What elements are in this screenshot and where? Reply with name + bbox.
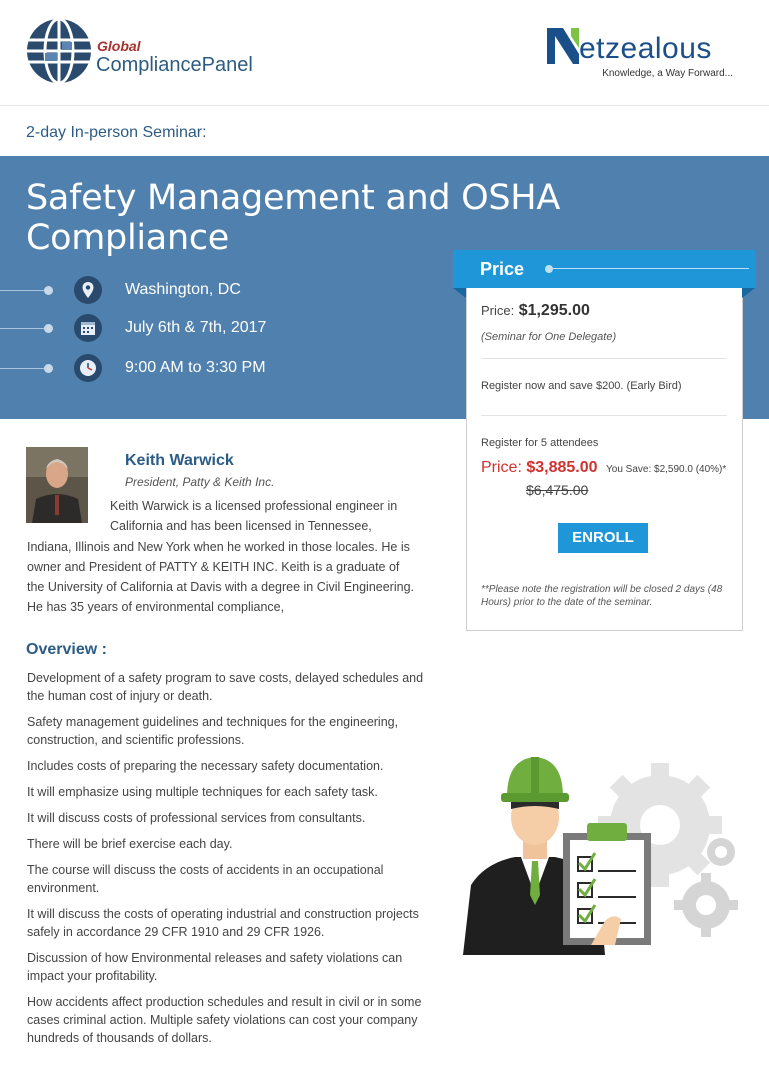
logo-global-text: Global xyxy=(97,38,141,54)
clock-icon xyxy=(74,354,102,382)
speaker-bio-line: Indiana, Illinois and New York when he worked in those locales. He is xyxy=(27,540,410,554)
original-price: $6,475.00 xyxy=(526,482,589,498)
enroll-button[interactable]: ENROLL xyxy=(558,523,648,553)
connector-line xyxy=(0,328,48,329)
gear-icon xyxy=(674,873,738,937)
speaker-photo xyxy=(26,447,88,523)
time-text: 9:00 AM to 3:30 PM xyxy=(125,359,266,376)
group-price xyxy=(481,459,598,477)
connector-line xyxy=(0,368,48,369)
location-row xyxy=(0,276,440,306)
list-item: How accidents affect production schedules and result in civil or in some cases criminal action. Multiple safety violations can cost your company hundreds of thousands of dollars. xyxy=(27,995,422,1045)
logo-compliancepanel-text: CompliancePanel xyxy=(96,54,253,76)
date-text: July 6th & 7th, 2017 xyxy=(125,319,267,336)
connector-line xyxy=(0,290,48,291)
netzealous-tagline: Knowledge, a Way Forward... xyxy=(602,68,733,79)
price-heading: Price xyxy=(480,259,525,279)
registration-footnote: **Please note the registration will be closed 2 days (48 Hours) prior to the date of the seminar. xyxy=(481,584,723,608)
price-note: (Seminar for One Delegate) xyxy=(481,331,617,343)
speaker-bio-line: California and has been licensed in Tennessee, xyxy=(110,519,372,533)
list-item: It will discuss the costs of operating industrial and construction projects safely in accordance 29 CFR 1910 and 29 CFR 1926. xyxy=(27,907,419,939)
location-text: Washington, DC xyxy=(125,281,241,298)
you-save-text: You Save: $2,590.0 (40%)* xyxy=(606,464,727,475)
price-label: Price: xyxy=(481,303,515,318)
list-item: Development of a safety program to save costs, delayed schedules and the human cost of injury or death. xyxy=(27,671,424,703)
gear-icon xyxy=(707,838,735,866)
safety-inspector-illustration xyxy=(455,745,755,955)
group-offer-label: Register for 5 attendees xyxy=(481,437,599,449)
divider xyxy=(481,415,727,416)
list-item: It will discuss costs of professional services from consultants. xyxy=(27,811,366,825)
speaker-name: Keith Warwick xyxy=(125,452,234,469)
ribbon-fold-right xyxy=(742,288,755,298)
calendar-icon xyxy=(74,314,102,342)
connector-dot xyxy=(44,324,53,333)
netzealous-wordmark: etzealous xyxy=(579,32,712,65)
connector-dot xyxy=(44,286,53,295)
single-price xyxy=(481,302,590,320)
divider xyxy=(481,358,727,359)
globe-icon xyxy=(26,18,92,84)
speaker-bio-line: Keith Warwick is a licensed professional engineer in xyxy=(110,499,398,513)
page-title: Safety Management and OSHA Compliance xyxy=(26,178,560,258)
speaker-bio-line: the University of California at Davis with a degree in Civil Engineering. xyxy=(27,580,414,594)
overview-heading: Overview : xyxy=(26,641,107,658)
seminar-type: 2-day In-person Seminar: xyxy=(26,124,207,141)
list-item: Discussion of how Environmental releases and safety violations can impact your profitability. xyxy=(27,951,403,983)
speaker-bio-line: He has 35 years of environmental compliance, xyxy=(27,600,285,614)
price-heading-ribbon xyxy=(453,250,755,288)
list-item: Includes costs of preparing the necessary safety documentation. xyxy=(27,759,384,773)
overview-list xyxy=(27,669,427,1055)
header xyxy=(0,0,769,106)
list-item: There will be brief exercise each day. xyxy=(27,837,233,851)
map-pin-icon xyxy=(74,276,102,304)
date-row xyxy=(0,314,440,344)
ribbon-line xyxy=(549,268,749,269)
ribbon-dot xyxy=(545,265,553,273)
speaker-role: President, Patty & Keith Inc. xyxy=(125,475,275,489)
speaker-bio-line: owner and President of PATTY & KEITH INC. Keith is a graduate of xyxy=(27,560,400,574)
group-price-label: Price: xyxy=(481,459,522,476)
time-row xyxy=(0,354,440,384)
list-item: The course will discuss the costs of accidents in an occupational environment. xyxy=(27,863,384,895)
group-price-value: $3,885.00 xyxy=(526,459,598,476)
early-bird-offer: Register now and save $200. (Early Bird) xyxy=(481,380,682,392)
list-item: Safety management guidelines and techniques for the engineering, construction, and scientific professions. xyxy=(27,715,399,747)
list-item: It will emphasize using multiple techniques for each safety task. xyxy=(27,785,378,799)
netzealous-logo[interactable] xyxy=(545,24,745,84)
connector-dot xyxy=(44,364,53,373)
price-value: $1,295.00 xyxy=(518,302,590,319)
ribbon-fold-left xyxy=(453,288,466,298)
